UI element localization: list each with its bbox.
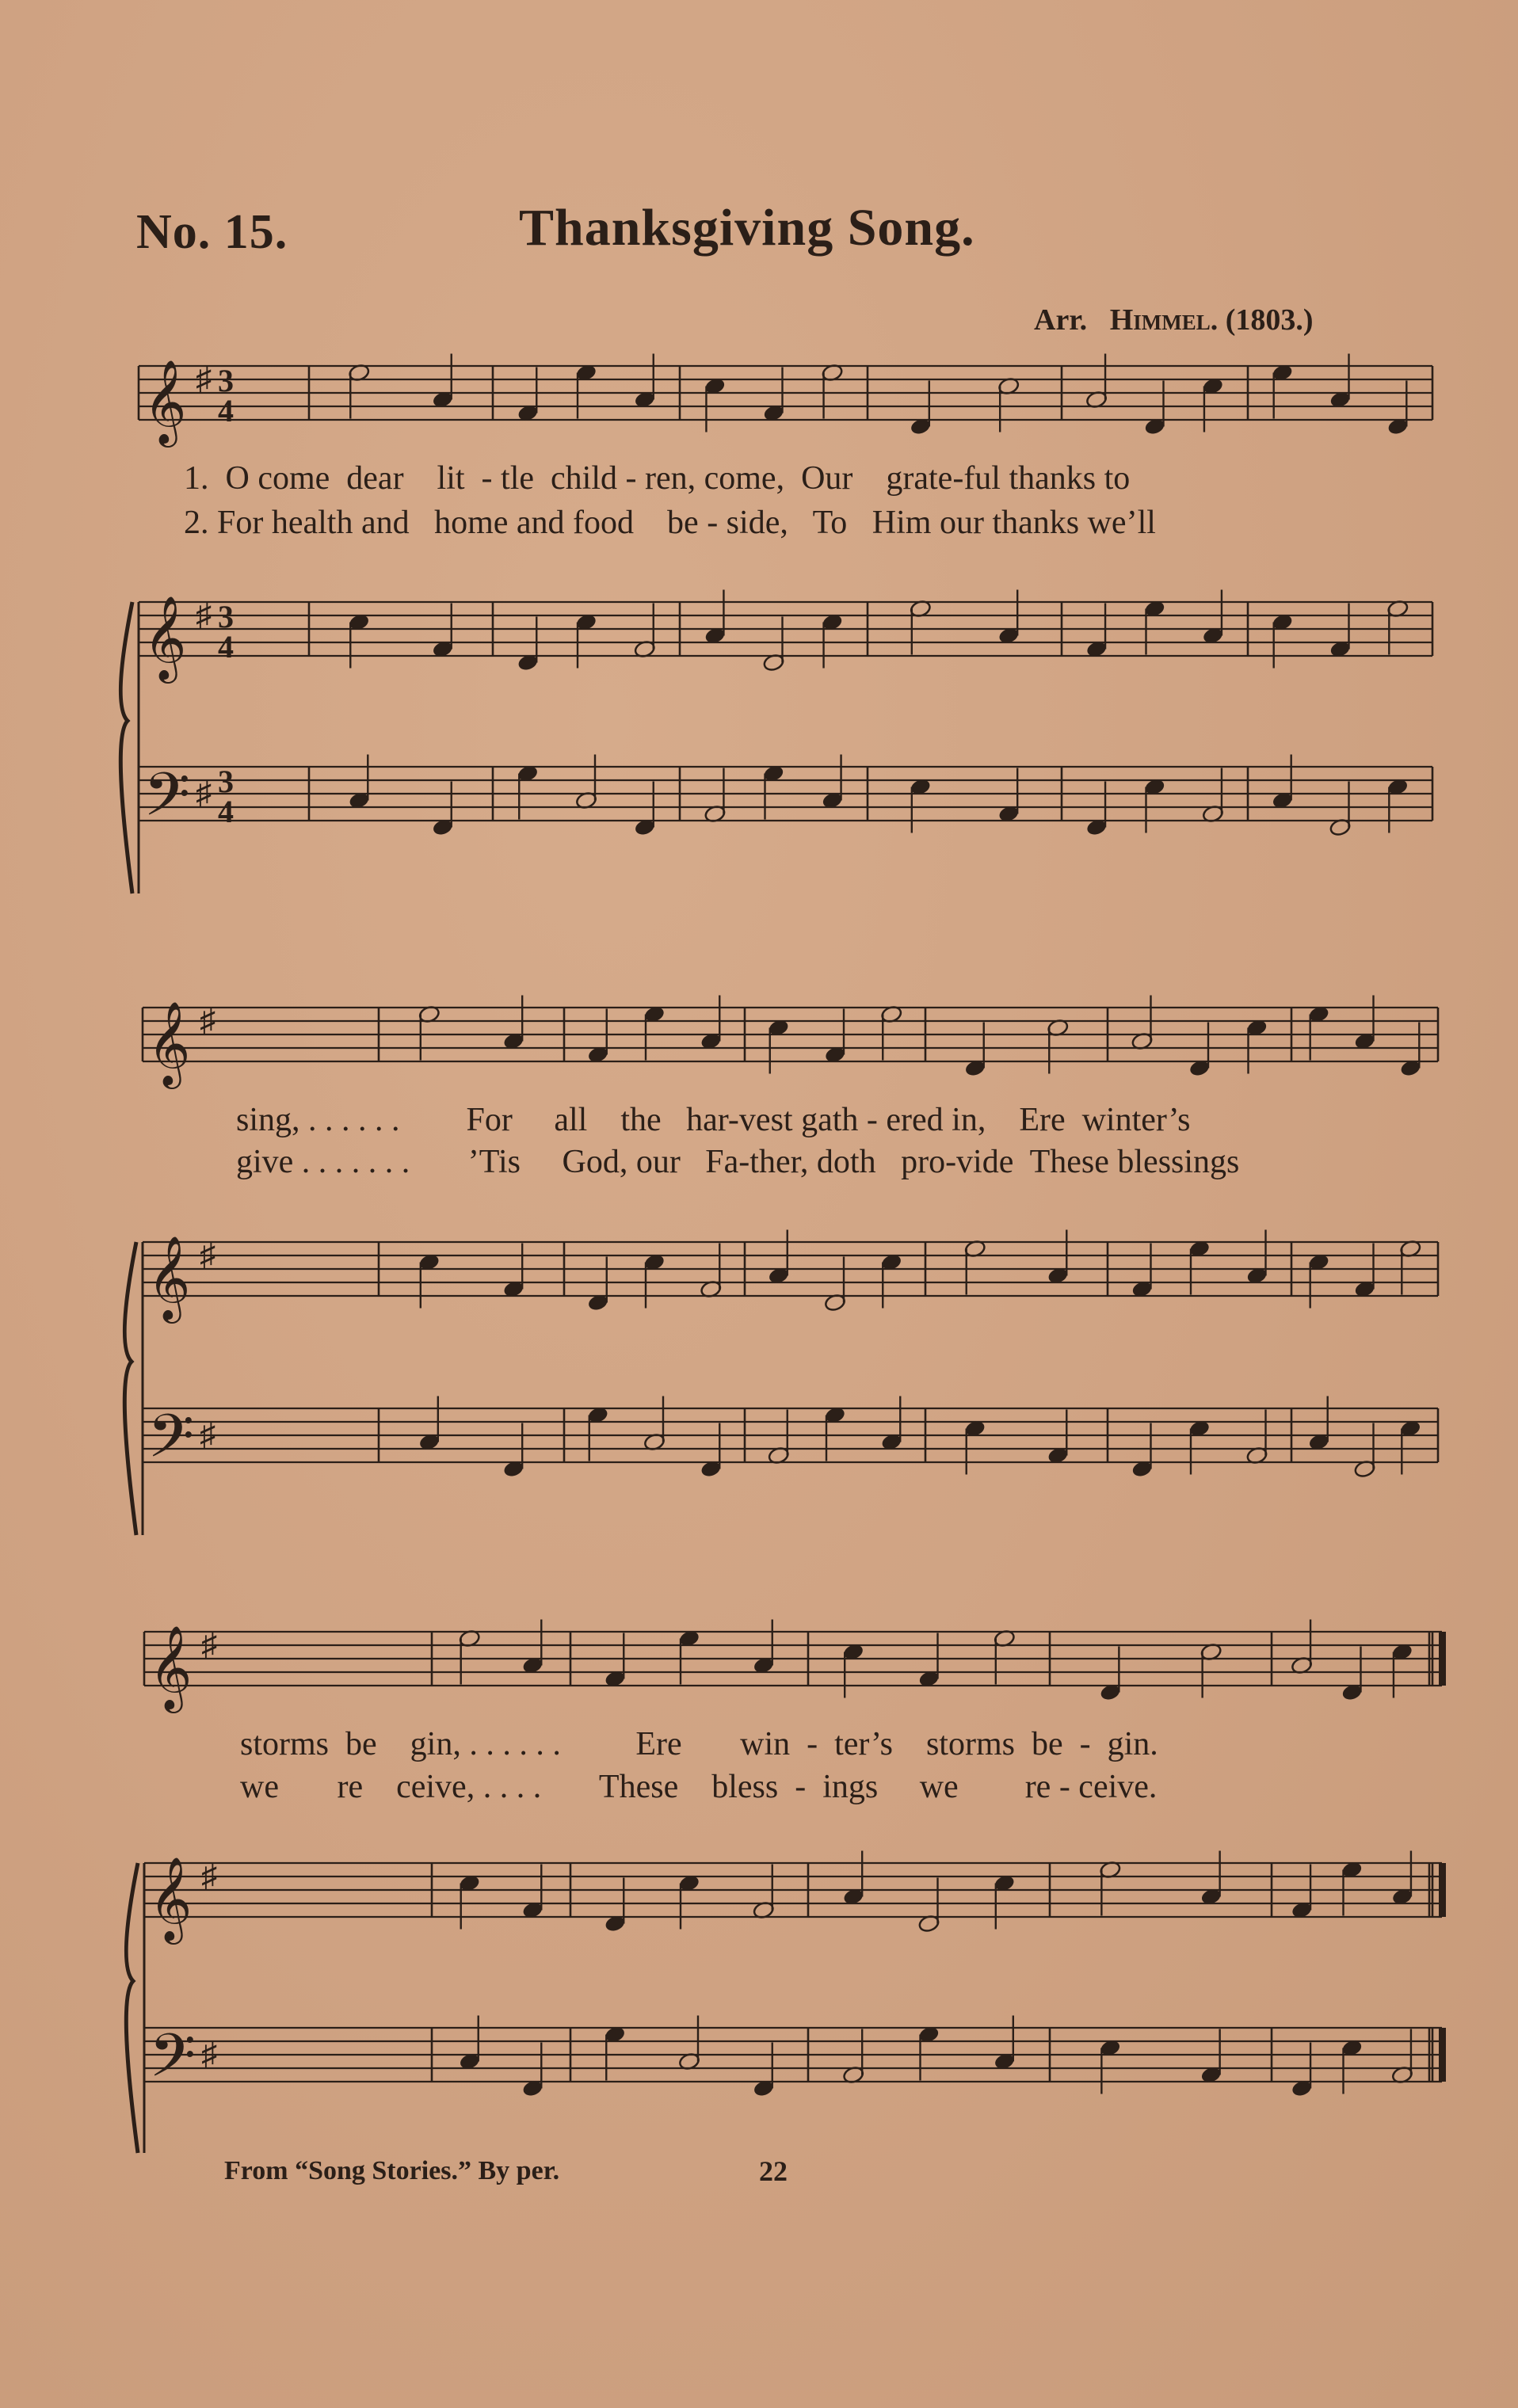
system1-verse2-lyrics: 2. For health and home and food be - side, To Him our thanks we’ll bbox=[184, 505, 1156, 541]
final-barline bbox=[1439, 2028, 1446, 2082]
bass-clef: 𝄢 bbox=[143, 760, 191, 844]
time-signature-bottom: 4 bbox=[218, 629, 234, 665]
system2-verse1-lyrics: sing, . . . . . . For all the har-vest gath - ered in, Ere winter’s bbox=[236, 1102, 1191, 1138]
key-signature-sharp: ♯ bbox=[196, 360, 212, 396]
song-title: Thanksgiving Song. bbox=[519, 199, 975, 257]
time-signature-top: 3 bbox=[218, 599, 234, 634]
composer-name: Himmel. bbox=[1109, 303, 1219, 337]
final-barline bbox=[1439, 1863, 1446, 1917]
key-signature-sharp: ♯ bbox=[200, 1416, 215, 1452]
key-signature-sharp: ♯ bbox=[201, 1626, 217, 1662]
song-number: No. 15. bbox=[136, 205, 288, 259]
final-barline bbox=[1439, 1632, 1446, 1686]
system3-verse1-lyrics: storms be gin, . . . . . . Ere win - ter’s storms be - gin. bbox=[240, 1726, 1158, 1762]
treble-clef: 𝄞 bbox=[143, 595, 187, 680]
time-signature-top: 3 bbox=[218, 363, 234, 398]
arranger-prefix: Arr. bbox=[1034, 303, 1088, 337]
time-signature-bottom: 4 bbox=[218, 393, 234, 429]
source-credit: From “Song Stories.” By per. bbox=[224, 2156, 560, 2185]
treble-clef: 𝄞 bbox=[149, 1625, 193, 1709]
key-signature-sharp: ♯ bbox=[200, 1236, 215, 1272]
system3-verse2-lyrics: we re ceive, . . . . These bless - ings we re - ceive. bbox=[240, 1769, 1158, 1805]
key-signature-sharp: ♯ bbox=[201, 2036, 217, 2071]
time-signature-bottom: 4 bbox=[218, 794, 234, 829]
key-signature-sharp: ♯ bbox=[196, 775, 212, 810]
system1-verse1-lyrics: 1. O come dear lit - tle child - ren, come, Our grate-ful thanks to bbox=[184, 460, 1131, 497]
key-signature-sharp: ♯ bbox=[200, 1002, 215, 1038]
piano-brace bbox=[126, 1863, 138, 2153]
time-signature-top: 3 bbox=[218, 764, 234, 799]
composition-year: (1803.) bbox=[1225, 303, 1314, 337]
page-number: 22 bbox=[759, 2155, 788, 2187]
bass-clef: 𝄢 bbox=[147, 1401, 195, 1486]
treble-clef: 𝄞 bbox=[143, 359, 187, 444]
key-signature-sharp: ♯ bbox=[201, 1857, 217, 1893]
piano-brace bbox=[120, 602, 132, 893]
treble-clef: 𝄞 bbox=[147, 1235, 191, 1320]
piano-brace bbox=[124, 1242, 136, 1535]
treble-clef: 𝄞 bbox=[147, 1000, 191, 1085]
treble-clef: 𝄞 bbox=[149, 1856, 193, 1941]
system2-verse2-lyrics: give . . . . . . . ’Tis God, our Fa-ther, doth pro-vide These blessings bbox=[236, 1144, 1240, 1180]
bass-clef: 𝄢 bbox=[149, 2021, 196, 2105]
key-signature-sharp: ♯ bbox=[196, 596, 212, 632]
